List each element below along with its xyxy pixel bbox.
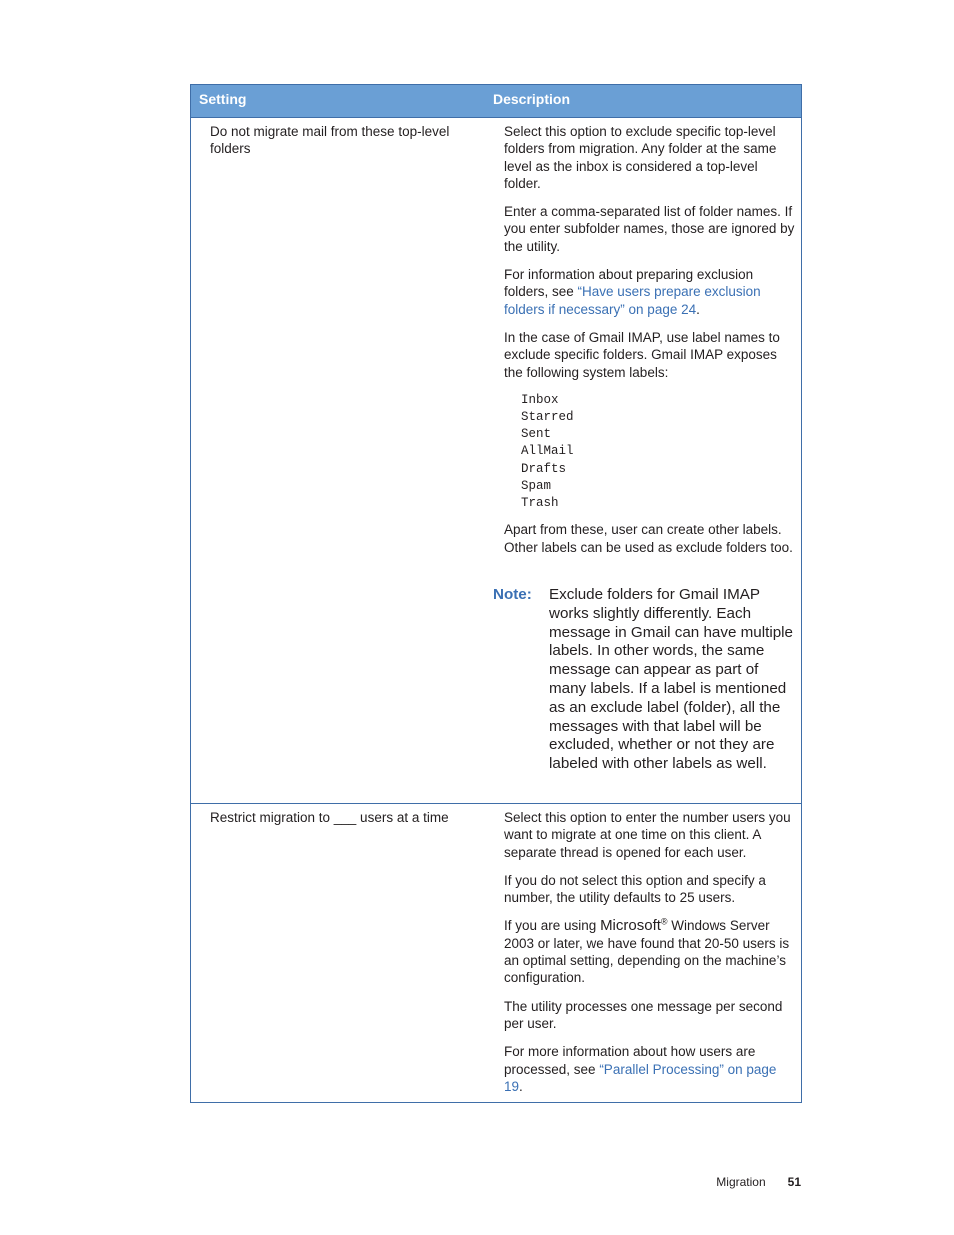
setting-description — [504, 809, 796, 1106]
description-paragraph: Apart from these, user can create other labels. Other labels can be used as exclude folders too. — [504, 522, 793, 555]
description-paragraph — [504, 917, 796, 986]
note-text: Exclude folders for Gmail IMAP works slightly differently. Each message in Gmail can have multiple labels. In other words, the same message can appear as part of many labels. If a label is mentioned as an exclude label (folder), all the messages with that label will be excluded, whether or not they are labeled with other labels as well. — [549, 586, 793, 773]
description-paragraph: The utility processes one message per second per user. — [504, 998, 783, 1031]
section-name: Migration — [716, 1175, 766, 1189]
description-paragraph — [504, 1043, 796, 1095]
settings-table — [190, 84, 802, 1103]
description-paragraph: In the case of Gmail IMAP, use label names to exclude specific folders. Gmail IMAP exposes the following system labels: — [504, 329, 780, 380]
header-setting: Setting — [199, 91, 247, 107]
setting-name: Restrict migration to ___ users at a time — [210, 810, 449, 825]
setting-name: Do not migrate mail from these top-level folders — [210, 124, 450, 157]
text-span: . — [696, 301, 700, 317]
setting-description — [504, 123, 796, 567]
registered-mark: ® — [660, 916, 668, 927]
description-paragraph: Enter a comma-separated list of folder names. If you enter subfolder names, those are ignored by the utility. — [504, 204, 795, 254]
description-paragraph — [504, 266, 796, 318]
cross-reference-link[interactable]: “Parallel Processing” on page 19 — [504, 1061, 777, 1094]
text-span: . — [519, 1078, 523, 1094]
text-span: For information about preparing exclusion folders, see — [504, 267, 754, 300]
label-item: Starred — [521, 410, 574, 425]
table-row — [191, 803, 801, 1102]
label-item: Inbox — [521, 392, 559, 407]
system-labels-list — [521, 392, 796, 512]
header-description: Description — [493, 91, 571, 107]
text-span: Windows Server 2003 or later, we have found that 20-50 users is an optimal setting, depending on the machine’s configuration. — [504, 918, 790, 986]
label-item: Spam — [521, 478, 552, 493]
label-item: AllMail — [521, 444, 574, 459]
page-footer — [716, 1175, 801, 1189]
text-span: If you are using — [504, 918, 601, 934]
label-item: Trash — [521, 496, 559, 511]
table-header — [191, 85, 801, 118]
note-label: Note: — [493, 586, 532, 603]
description-paragraph: Select this option to enter the number users you want to migrate at one time on this client. A separate thread is opened for each user. — [504, 810, 791, 860]
text-span: For more information about how users are processed, see — [504, 1044, 756, 1077]
label-item: Sent — [521, 427, 552, 442]
description-paragraph: Select this option to exclude specific top-level folders from migration. Any folder at the same level as the inbox is considered a top-level folder. — [504, 124, 777, 191]
description-paragraph: If you do not select this option and specify a number, the utility defaults to 25 users. — [504, 872, 766, 906]
brand-name: Microsoft — [600, 917, 661, 935]
label-item: Drafts — [521, 461, 567, 476]
cross-reference-link[interactable]: “Have users prepare exclusion folders if necessary” on page 24 — [504, 284, 761, 317]
page-number: 51 — [787, 1175, 801, 1189]
table-row — [191, 118, 801, 803]
